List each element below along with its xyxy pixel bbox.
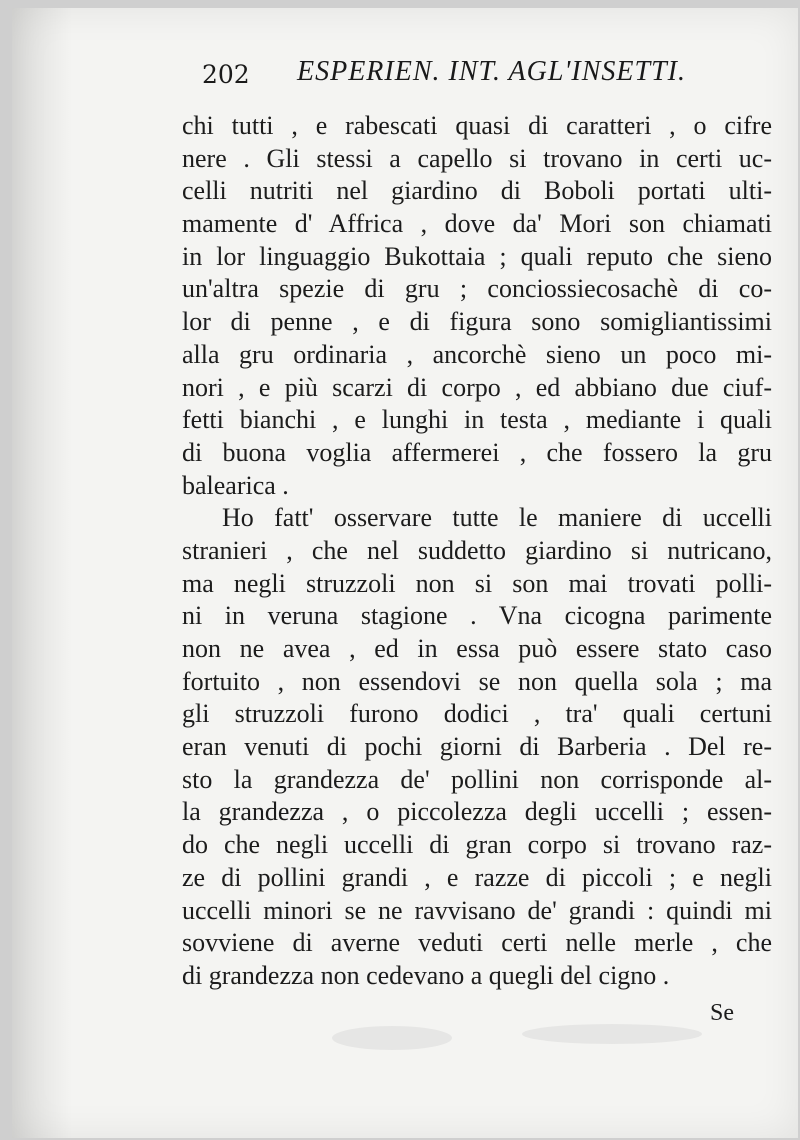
- text-line: gli struzzoli furono dodici , tra' quali certuni: [182, 699, 772, 729]
- text-line: celli nutriti nel giardino di Boboli portati ulti-: [182, 176, 772, 206]
- text-line: non ne avea , ed in essa può essere stato caso: [182, 634, 772, 663]
- text-line: fetti bianchi , e lunghi in testa , mediante i quali: [182, 405, 772, 435]
- text-line: sovviene di averne veduti certi nelle merle , che: [182, 928, 772, 958]
- text-line-paragraph-start: Ho fatt' osservare tutte le maniere di uccelli: [222, 503, 772, 533]
- body-text: [182, 110, 772, 993]
- text-line: ma negli struzzoli non si son mai trovati polli-: [182, 568, 772, 598]
- text-line: mamente d' Affrica , dove da' Mori son chiamati: [182, 209, 772, 239]
- text-line: uccelli minori se ne ravvisano de' grandi : quindi mi: [182, 895, 772, 925]
- text-line: alla gru ordinaria , ancorchè sieno un poco mi-: [182, 339, 772, 369]
- text-line-paragraph-end: balearica .: [182, 470, 289, 500]
- text-line: di buona voglia affermerei , che fossero la gru: [182, 437, 772, 467]
- text-line: in lor linguaggio Bukottaia ; quali reputo che sieno: [182, 241, 772, 271]
- text-line: ni in veruna stagione . Vna cicogna parimente: [182, 601, 772, 631]
- text-line: ze di pollini grandi , e razze di piccoli ; e negli: [182, 862, 772, 892]
- text-line: lor di penne , e di figura sono somigliantissimi: [182, 307, 772, 337]
- text-line: la grandezza , o piccolezza degli uccelli ; essen-: [182, 797, 772, 827]
- text-line: fortuito , non essendovi se non quella sola ; ma: [182, 666, 772, 696]
- page-header: [202, 52, 762, 92]
- running-title: ESPERIEN. INT. AGL'INSETTI.: [297, 56, 686, 87]
- text-line: chi tutti , e rabescati quasi di caratteri , o cifre: [182, 111, 772, 140]
- book-page: [12, 8, 798, 1138]
- text-line: nori , e più scarzi di corpo , ed abbiano due ciuf-: [182, 372, 772, 402]
- text-line-paragraph-end: di grandezza non cedevano a quegli del cigno .: [182, 960, 670, 990]
- text-line: do che negli uccelli di gran corpo si trovano raz-: [182, 830, 772, 860]
- page-number: 202: [202, 60, 250, 89]
- show-through-smudge: [312, 1008, 752, 1068]
- text-line: sto la grandezza de' pollini non corrisponde al-: [182, 764, 772, 794]
- text-line: eran venuti di pochi giorni di Barberia . Del re-: [182, 732, 772, 762]
- catchword: Se: [710, 1000, 734, 1026]
- text-line: stranieri , che nel suddetto giardino si nutricano,: [182, 535, 772, 565]
- spine-shadow: [12, 8, 72, 1138]
- text-line: nere . Gli stessi a capello si trovano in certi uc-: [182, 143, 772, 173]
- text-line: un'altra spezie di gru ; conciossiecosachè di co-: [182, 274, 772, 304]
